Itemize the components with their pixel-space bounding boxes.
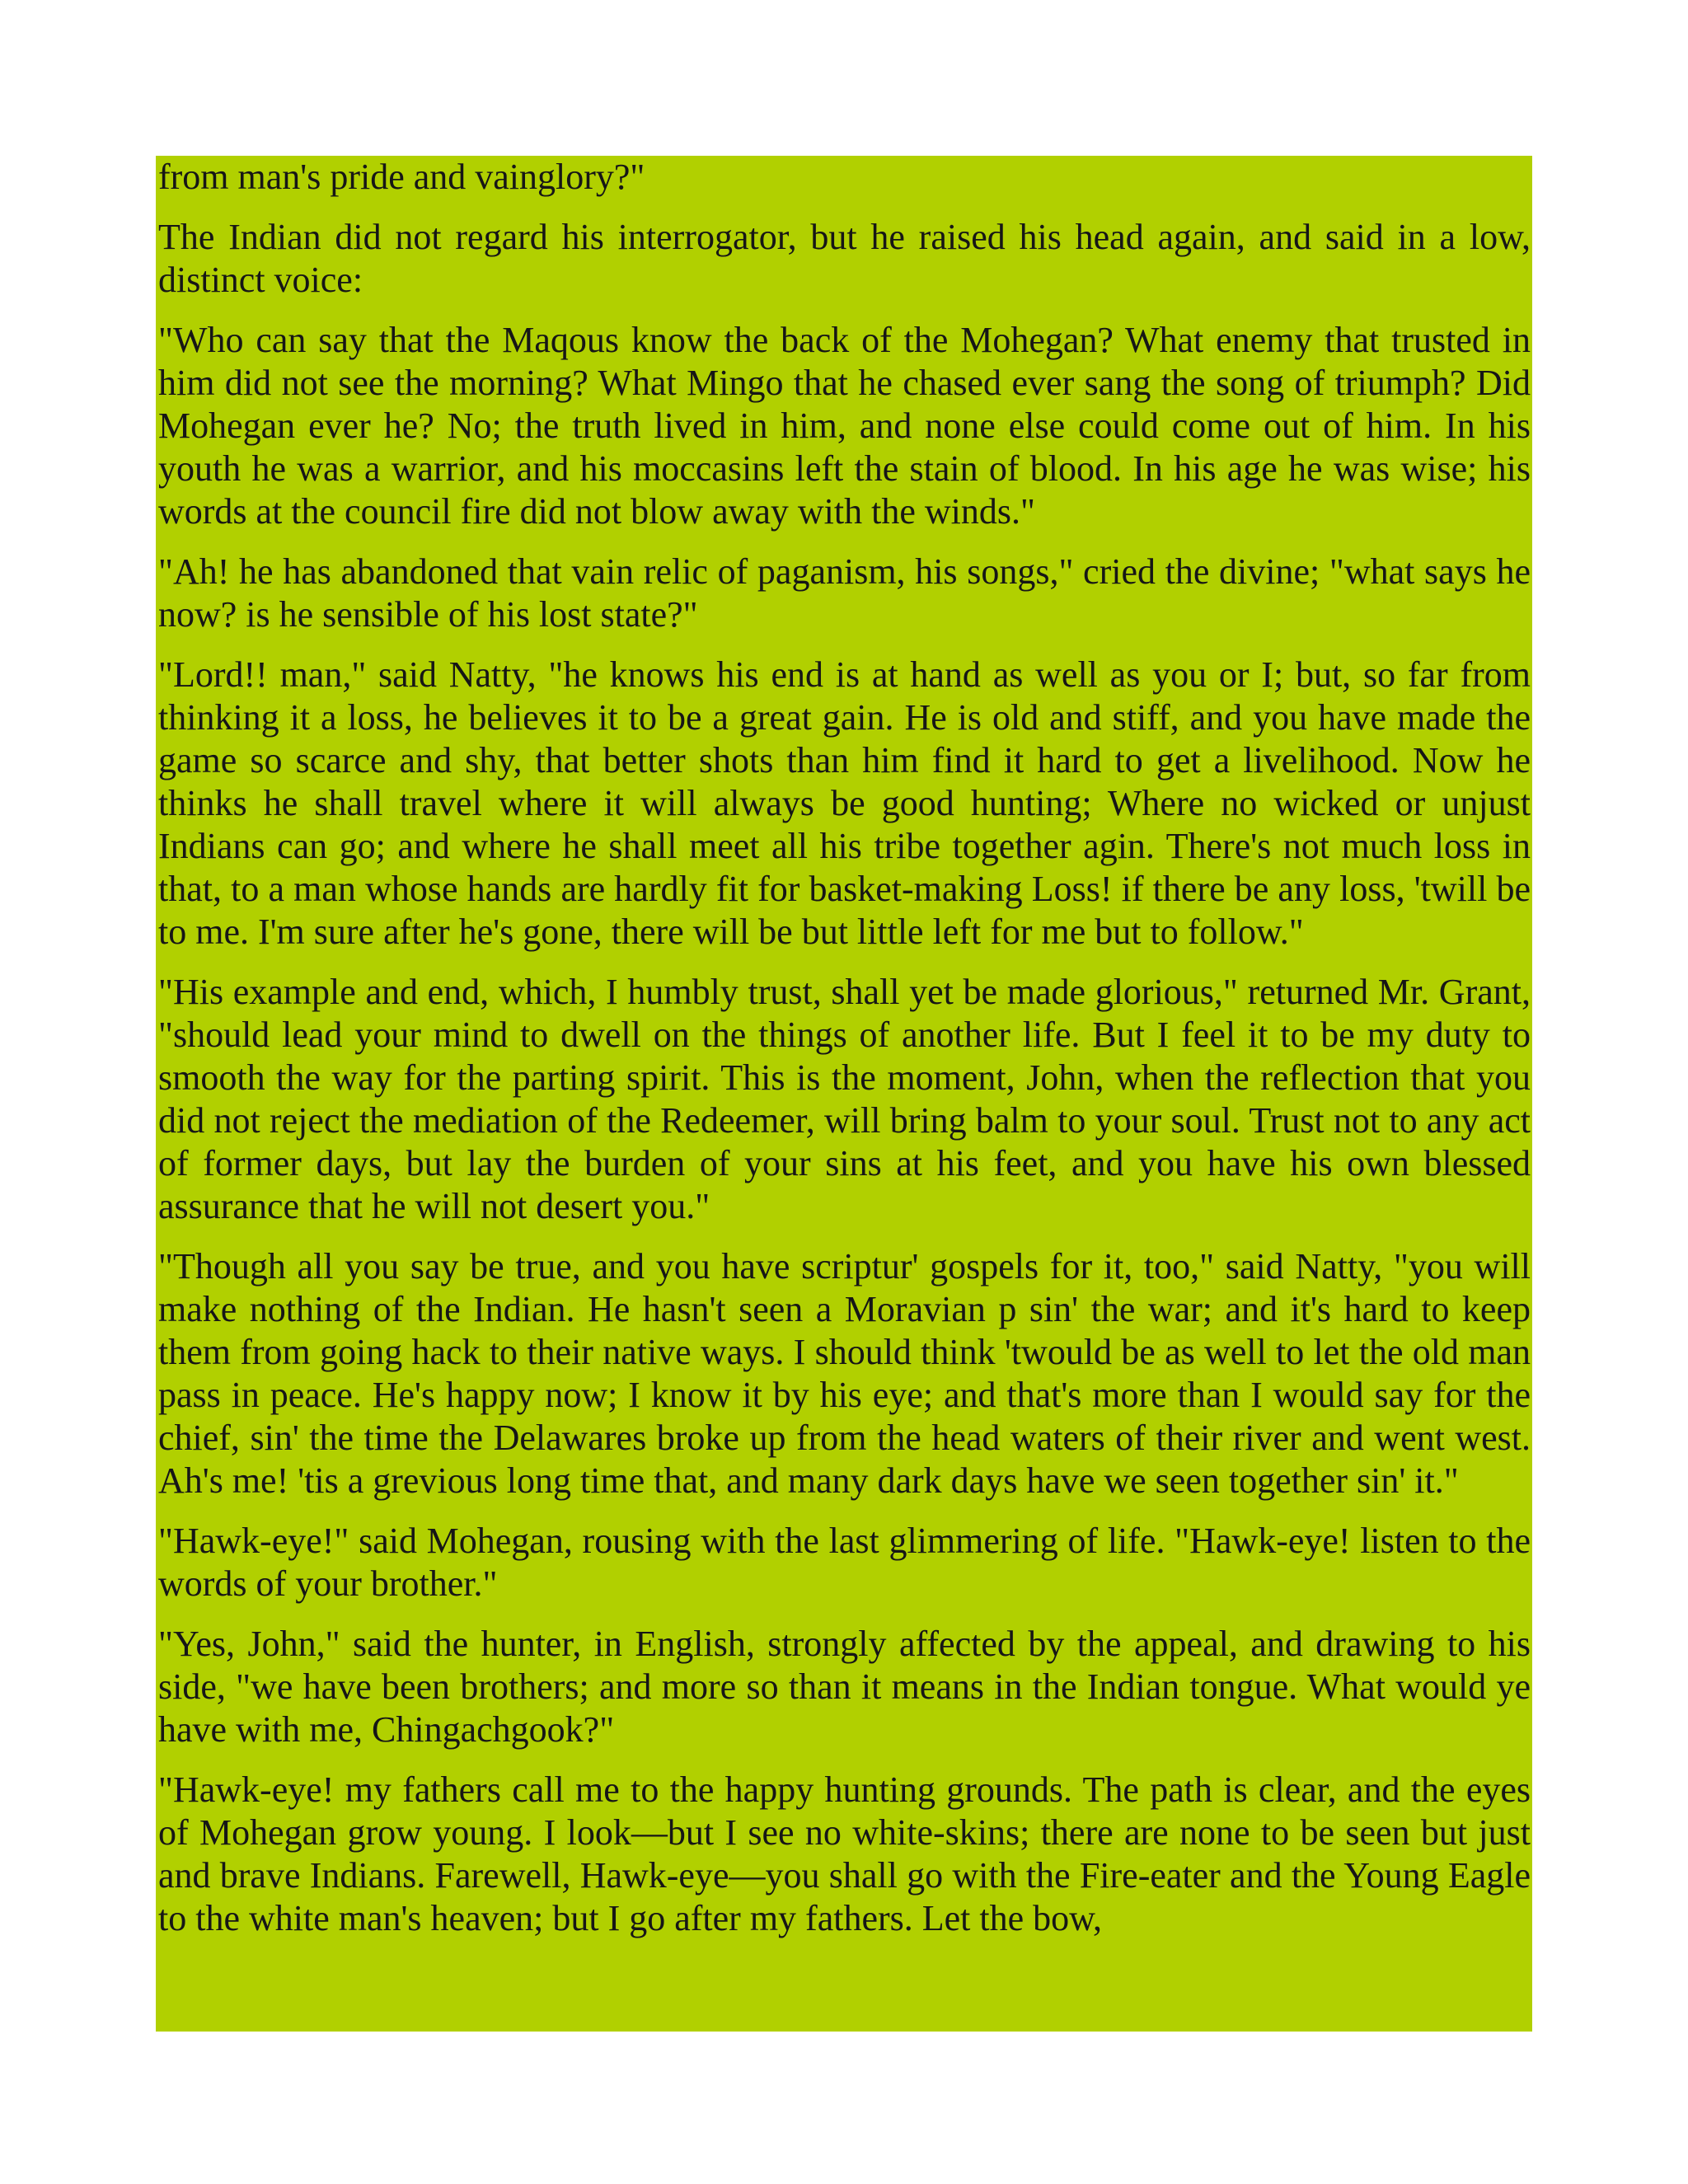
paragraph-9: "Yes, John," said the hunter, in English, strongly affected by the appeal, and drawing to his side, "we have been brothers; and more so than it means in the Indian tongue. What would ye have with me, Chingachgook?" — [158, 1624, 1531, 1750]
paragraph-2: The Indian did not regard his interrogator, but he raised his head again, and said in a low, distinct voice: — [158, 217, 1531, 300]
paragraph-4: "Ah! he has abandoned that vain relic of paganism, his songs," cried the divine; "what says he now? is he sensible of his lost state?" — [158, 551, 1531, 635]
paragraph-7: "Though all you say be true, and you have scriptur' gospels for it, too," said Natty, "you will make nothing of the Indian. He hasn't seen a Moravian p sin' the war; and it's hard to keep them from going hack to their native ways. I should think 'twould be as well to let the old man pass in peace. He's happy now; I know it by his eye; and that's more than I would say for the chief, sin' the time the Delawares broke up from the head waters of their river and went west. Ah's me! 'tis a grevious long time that, and many dark days have we seen together sin' it." — [158, 1246, 1531, 1501]
paragraph-8: "Hawk-eye!" said Mohegan, rousing with the last glimmering of life. "Hawk-eye! listen to the words of your brother." — [158, 1521, 1531, 1604]
paragraph-1: from man's pride and vainglory?" — [158, 157, 645, 197]
paragraph-6: "His example and end, which, I humbly trust, shall yet be made glorious," returned Mr. Grant, "should lead your mind to dwell on the things of another life. But I feel it to be my duty to smooth the way for the parting spirit. This is the moment, John, when the reflection that you did not reject the mediation of the Redeemer, will bring balm to your soul. Trust not to any act of former days, but lay the burden of your sins at his feet, and you have his own blessed assurance that he will not desert you." — [158, 972, 1531, 1226]
paragraph-3: "Who can say that the Maqous know the back of the Mohegan? What enemy that trusted in him did not see the morning? What Mingo that he chased ever sang the song of triumph? Did Mohegan ever he? No; the truth lived in him, and none else could come out of him. In his youth he was a warrior, and his moccasins left the stain of blood. In his age he was wise; his words at the council fire did not blow away with the winds." — [158, 320, 1531, 532]
highlighted-text-block — [156, 156, 1532, 2032]
paragraph-5: "Lord!! man," said Natty, "he knows his end is at hand as well as you or I; but, so far from thinking it a loss, he believes it to be a great gain. He is old and stiff, and you have made the game so scarce and shy, that better shots than him find it hard to get a livelihood. Now he thinks he shall travel where it will always be good hunting; Where no wicked or unjust Indians can go; and where he shall meet all his tribe together agin. There's not much loss in that, to a man whose hands are hardly fit for basket-making Loss! if there be any loss, 'twill be to me. I'm sure after he's gone, there will be but little left for me but to follow." — [158, 654, 1531, 952]
paragraph-10: "Hawk-eye! my fathers call me to the happy hunting grounds. The path is clear, and the eyes of Mohegan grow young. I look—but I see no white-skins; there are none to be seen but just and brave Indians. Farewell, Hawk-eye—you shall go with the Fire-eater and the Young Eagle to the white man's heaven; but I go after my fathers. Let the bow, — [158, 1769, 1531, 1938]
